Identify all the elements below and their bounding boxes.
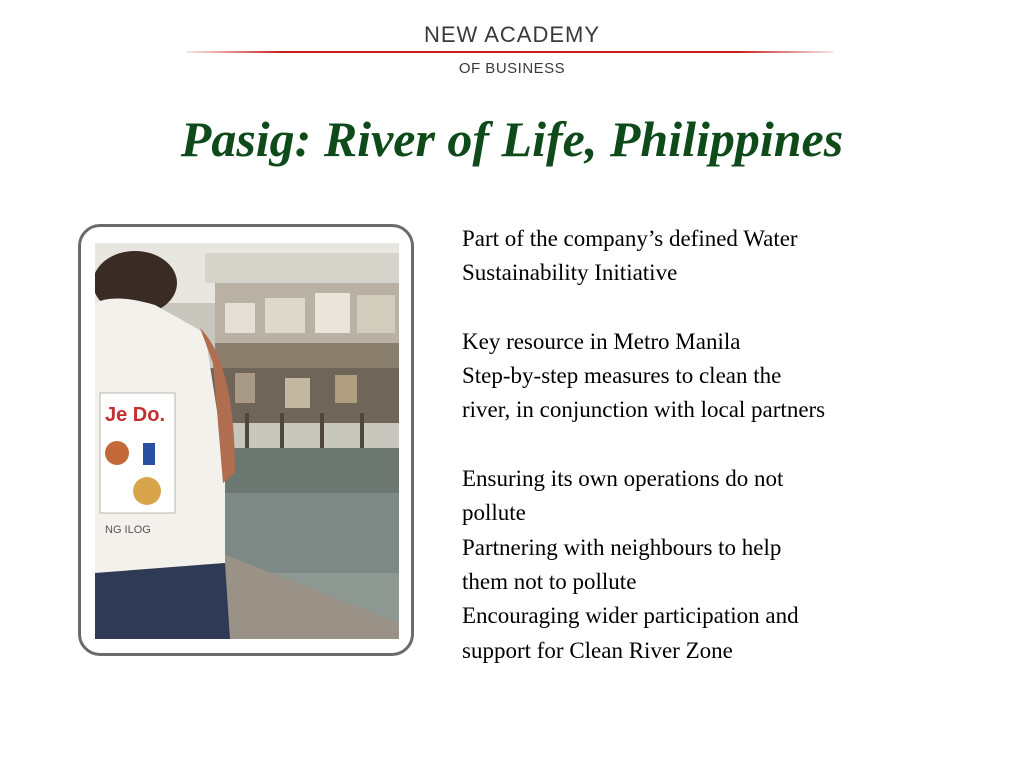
body-text-line: Step-by-step measures to clean the (462, 363, 782, 389)
body-text-line: Key resource in Metro Manila (462, 328, 741, 354)
paragraph-gap (462, 291, 962, 325)
logo-line-2: OF BUSINESS (458, 60, 566, 77)
shirt-print-text-2: NG ILOG (105, 524, 151, 536)
shirt-print-text: Je Do. (105, 404, 166, 426)
body-text-line: Sustainability Initiative (462, 260, 678, 286)
paragraph-gap (462, 428, 962, 462)
body-text-line: river, in conjunction with local partners (462, 397, 826, 423)
slide-title: Pasig: River of Life, Philippines (180, 111, 844, 167)
body-text-line: support for Clean River Zone (462, 637, 733, 663)
photo-frame (78, 224, 414, 656)
logo-name: NEW ACADEMY (423, 22, 601, 47)
body-text-line: Encouraging wider participation and (462, 603, 799, 629)
body-text (462, 222, 962, 668)
logo-divider (186, 51, 834, 53)
body-text-line: Partnering with neighbours to help (462, 534, 782, 560)
body-text-line: them not to pollute (462, 568, 637, 594)
body-text-line: Part of the company’s defined Water (462, 226, 798, 251)
body-text-line: pollute (462, 500, 526, 526)
logo-line-1 (0, 22, 1024, 48)
river-photo (95, 243, 399, 639)
body-text-line: Ensuring its own operations do not (462, 466, 784, 492)
